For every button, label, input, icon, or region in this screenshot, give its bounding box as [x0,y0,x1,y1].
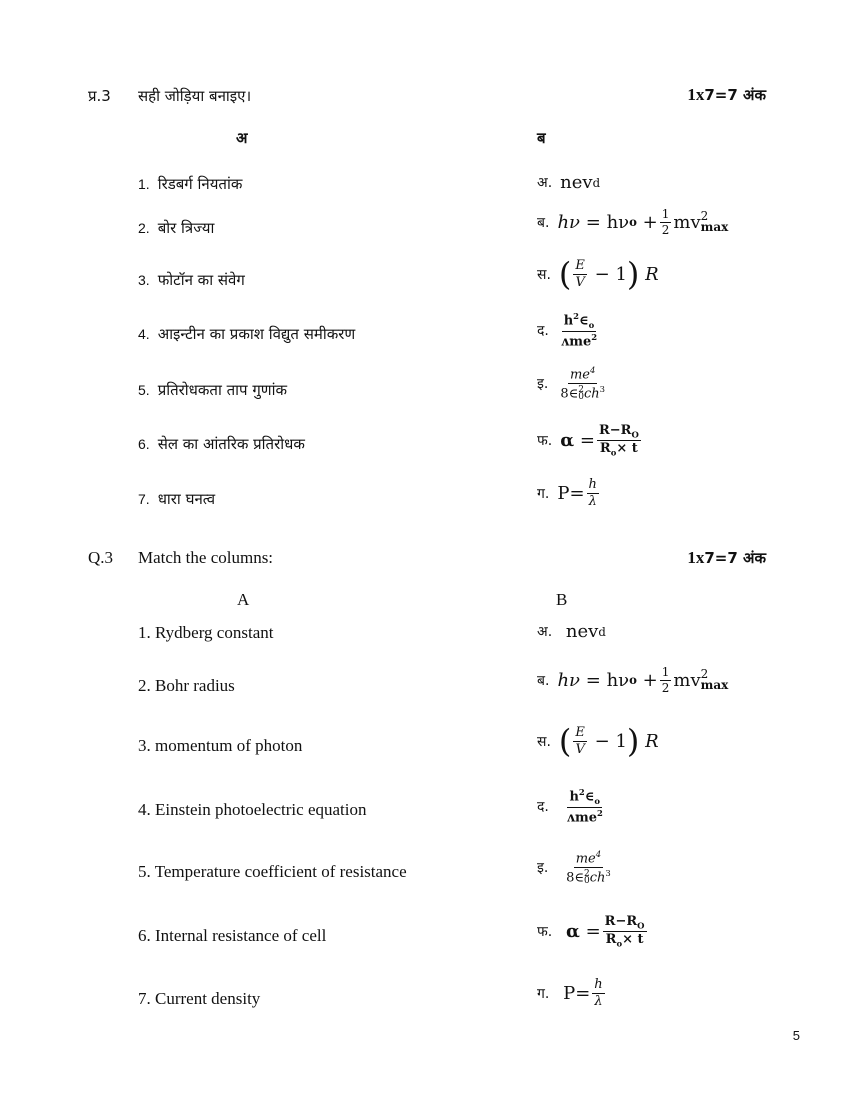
option-label: अ. [537,175,553,191]
option-label: इ. [537,859,549,876]
formula-alpha: α [560,430,575,452]
list-item [138,174,242,194]
fraction-denominator [565,808,605,825]
den-a: 8∈ [566,870,584,886]
question-number-english: Q.3 [88,548,114,567]
fraction-denominator: λ [594,993,603,1009]
den-sup: 2 [583,868,590,879]
list-item [138,218,214,238]
list-item [138,434,305,454]
fraction [603,915,647,949]
item-text: बोर त्रिज्या [157,219,215,237]
question-number-hindi: प्र.3 [88,87,111,105]
list-item: 1. Rydberg constant [138,623,274,642]
den-sub: o [616,939,623,950]
option-e-formula [537,850,615,885]
den-sub: 0 [583,875,590,886]
option-e-formula [537,366,609,401]
column-b-header-english: B [556,590,568,609]
item-number: 4. [138,326,150,342]
fraction-numerator [603,915,647,932]
fraction [587,478,599,508]
den-sup2: 3 [605,867,611,878]
option-label: स. [537,733,551,750]
option-d-formula [537,788,607,825]
den-main: R [605,932,617,948]
formula-supsub [701,211,729,233]
den-main: ʌme [560,334,592,350]
formula-lhs: hν [557,211,580,233]
column-a-header-english: A [237,590,250,609]
den-rest: × t [616,441,638,457]
formula-main: nev [560,172,593,193]
option-b-formula [537,208,728,236]
fraction-numerator [567,788,602,808]
instruction-english: Match the columns: [138,548,274,567]
option-label: इ. [537,375,549,392]
num-main: me [575,851,596,867]
formula-h: hν [606,669,630,691]
marks-bold: 1x [687,85,705,104]
formula-h: hν [606,211,630,233]
formula-r: R [645,263,659,285]
den-sub: o [610,448,617,459]
option-label: ग. [537,985,550,1002]
option-label: फ. [537,433,553,450]
den-rest: × t [622,932,644,948]
fraction-denominator: 2 [661,222,670,237]
fraction-denominator [558,384,607,401]
fraction-numerator: 1 [661,665,670,679]
num-main: h [563,313,574,329]
item-number: 5. [138,382,150,398]
formula-mv: mv [673,669,701,691]
num-sup: 4 [595,849,602,859]
fraction-half [660,208,672,236]
marks-rest: 7=7 अंक [704,549,766,567]
marks-rest: 7=7 अंक [704,86,766,104]
option-label: ब. [537,672,550,689]
list-item [138,380,287,400]
item-number: 7. [138,491,150,507]
option-g-formula [537,478,601,508]
page-number: 5 [792,1028,800,1043]
num-sub: O [631,429,639,440]
fraction-e-over-v [573,726,587,756]
option-label: स. [537,266,551,283]
fraction-numerator: h [588,477,597,492]
formula-p: P= [563,982,591,1004]
formula-lhs: hν [557,669,580,691]
option-c-formula [537,722,659,760]
formula-eq: = [585,921,601,943]
option-d-formula [537,312,601,349]
list-item: 4. Einstein photoelectric equation [138,800,367,819]
num-sup: 2 [578,787,585,797]
option-a-formula [537,621,606,642]
den-sup2: 3 [599,383,605,394]
num-main: R−R [604,914,638,929]
fraction-denominator [598,441,640,457]
option-label: द. [537,322,549,339]
den-sup: 2 [578,384,584,395]
formula-max: max [700,220,729,235]
column-a-header-hindi: अ [236,129,248,147]
item-text: फोटॉन का संवेग [157,271,245,289]
formula-sub: o [629,673,637,688]
den-a: 8∈ [560,386,579,402]
option-b-formula [537,666,728,694]
option-g-formula [537,978,607,1008]
formula-main: nev [565,621,599,642]
num-sup: 4 [589,365,596,375]
formula-sup: 2 [700,209,709,224]
marks-hindi [687,85,766,105]
formula-sup: 2 [700,667,709,682]
item-text: धारा घनत्व [157,490,216,508]
fraction-denominator: 2 [661,680,670,695]
formula-mv: mv [673,211,701,233]
fraction-denominator: V [575,274,585,290]
item-number: 6. [138,436,150,452]
option-a-formula [537,172,600,193]
option-f-formula [537,915,649,949]
fraction-numerator: 1 [661,207,670,221]
formula-eq: = [579,430,595,452]
formula-plus: + [642,669,658,691]
formula-eq: = [585,211,601,233]
marks-english [687,548,766,568]
item-text: आइन्टीन का प्रकाश विद्युत समीकरण [157,325,356,343]
list-item [138,324,355,344]
num-sub: o [588,319,595,330]
option-label: फ. [537,924,553,941]
den-sup: 2 [597,807,603,818]
fraction-half [660,666,672,694]
fraction-numerator: E [575,724,585,740]
item-number: 1. [138,176,150,192]
instruction-hindi: सही जोड़िया बनाइए। [138,87,252,105]
den-sub: 0 [578,391,584,402]
fraction-numerator [597,424,641,441]
fraction [559,312,599,349]
paren-open: ( [558,255,572,293]
fraction-numerator [574,850,603,868]
num-main: R−R [598,423,632,438]
formula-plus: + [642,211,658,233]
fraction-numerator: E [575,257,585,273]
num-sup: 2 [573,311,580,321]
list-item: 5. Temperature coefficient of resistance [138,862,407,881]
fraction-numerator [568,366,597,384]
fraction [558,366,607,401]
fraction-denominator: V [575,741,585,757]
fraction [592,978,604,1008]
fraction-numerator [562,312,597,332]
fraction [597,424,641,458]
formula-sub: d [598,624,606,639]
formula-sub: d [592,175,601,190]
formula-max: max [700,678,729,693]
marks-bold: 1x [687,548,705,567]
num-main: me [569,367,590,383]
num-sub: O [637,920,645,931]
fraction-denominator: λ [588,493,597,509]
formula-sub: o [629,215,637,230]
list-item: 2. Bohr radius [138,676,235,695]
list-item [138,489,215,509]
column-b-header-hindi: ब [537,129,546,147]
fraction-denominator [604,932,646,948]
item-text: सेल का आंतरिक प्रतिरोधक [157,435,305,453]
list-item: 6. Internal resistance of cell [138,926,327,945]
item-text: प्रतिरोधकता ताप गुणांक [157,381,288,399]
formula-supsub [701,669,729,691]
option-label: ब. [537,214,550,231]
item-number: 3. [138,272,150,288]
option-label: अ. [537,624,553,640]
formula-minus-one: − 1 [594,730,627,752]
formula-eq: = [585,669,601,691]
paren-close: ) [626,255,640,293]
den-main: R [599,441,611,457]
num-rest: ∈ [584,789,595,805]
paren-close: ) [626,722,640,760]
formula-minus-one: − 1 [594,263,627,285]
option-label: ग. [537,485,550,502]
fraction-denominator [564,868,613,885]
formula-r: R [645,730,659,752]
fraction-denominator [559,332,599,349]
option-c-formula [537,255,659,293]
fraction-numerator: h [594,977,603,992]
list-item: 7. Current density [138,989,261,1008]
den-main: ʌme [566,810,597,826]
num-rest: ∈ [579,313,589,329]
item-text: रिडबर्ग नियतांक [157,175,243,193]
num-main: h [569,789,579,805]
fraction [565,788,605,825]
paren-open: ( [558,722,572,760]
fraction-e-over-v [573,259,587,289]
num-sub: o [594,795,601,806]
den-b: ch [589,870,606,886]
fraction [564,850,613,885]
option-f-formula [537,424,643,458]
den-b: ch [583,386,600,402]
list-item: 3. momentum of photon [138,736,303,755]
formula-alpha: α [565,921,580,943]
list-item [138,270,245,290]
formula-p: P= [557,482,585,504]
option-label: द. [537,798,549,815]
item-number: 2. [138,220,150,236]
den-sup: 2 [591,331,598,342]
